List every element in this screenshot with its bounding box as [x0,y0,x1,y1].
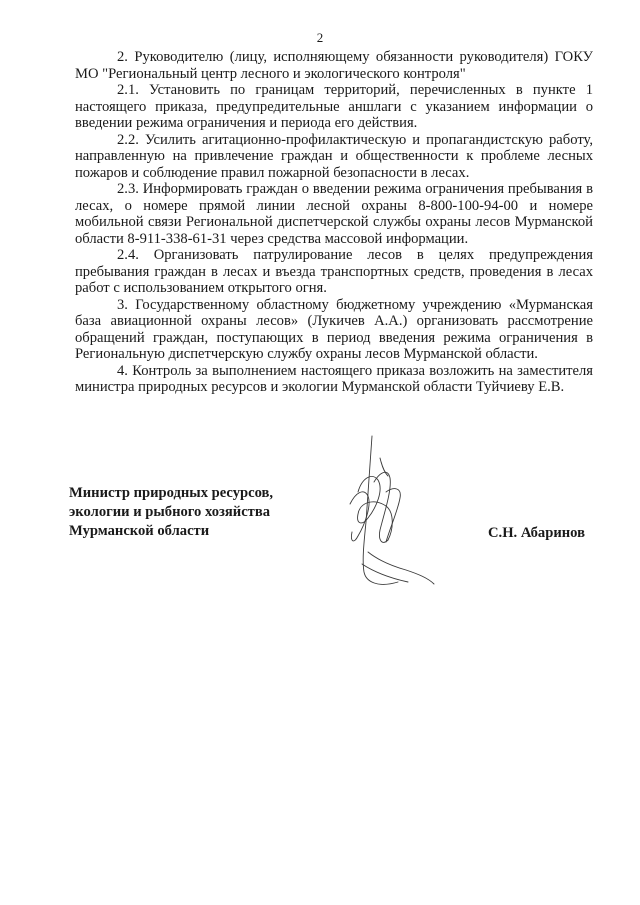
paragraph-2-1: 2.1. Установить по границам территорий, перечисленных в пункте 1 настоящего приказа, предупредительные аншлаги с указанием информации о введении режима ограничения и периода его действия. [75,82,593,131]
signatory-title-line: экологии и рыбного хозяйства [69,504,271,520]
document-body [75,49,593,396]
signatory-name: С.Н. Абаринов [488,525,585,541]
signatory-title [69,484,273,541]
paragraph-2-4: 2.4. Организовать патрулирование лесов в целях предупреждения пребывания граждан в лесах и въезда транспортных средств, проведения в лесах работ с использованием открытого огня. [75,247,593,296]
signatory-title-line: Мурманской области [69,523,210,539]
paragraph-2-2: 2.2. Усилить агитационно-профилактическую и пропагандистскую работу, направленную на привлечение граждан и общественности к проблеме лесных пожаров и соблюдение правил пожарной безопасности в лесах. [75,131,593,181]
paragraph-2-3: 2.3. Информировать граждан о введении режима ограничения пребывания в лесах, о номере прямой линии лесной охраны 8-800-100-94-00 и номере мобильной связи Региональной диспетчерской службы охраны лесов Мурманской области 8-911-338-61-31 через средства массовой информации. [75,181,593,247]
paragraph-2: 2. Руководителю (лицу, исполняющему обязанности руководителя) ГОКУ МО "Региональный центр лесного и экологического контроля" [75,49,593,82]
paragraph-3: 3. Государственному областному бюджетному учреждению «Мурманская база авиационной охраны лесов» (Лукичев А.А.) организовать рассмотрение обращений граждан, поступающих в период введения режима ограничения в Региональную диспетчерскую службу охраны лесов Мурманской области. [75,296,593,362]
signatory-title-line: Министр природных ресурсов, [69,485,274,501]
handwritten-signature [328,432,438,592]
page-number: 2 [316,30,324,45]
paragraph-4: 4. Контроль за выполнением настоящего приказа возложить на заместителя министра природных ресурсов и экологии Мурманской области Туйчиеву Е.В. [75,362,593,395]
